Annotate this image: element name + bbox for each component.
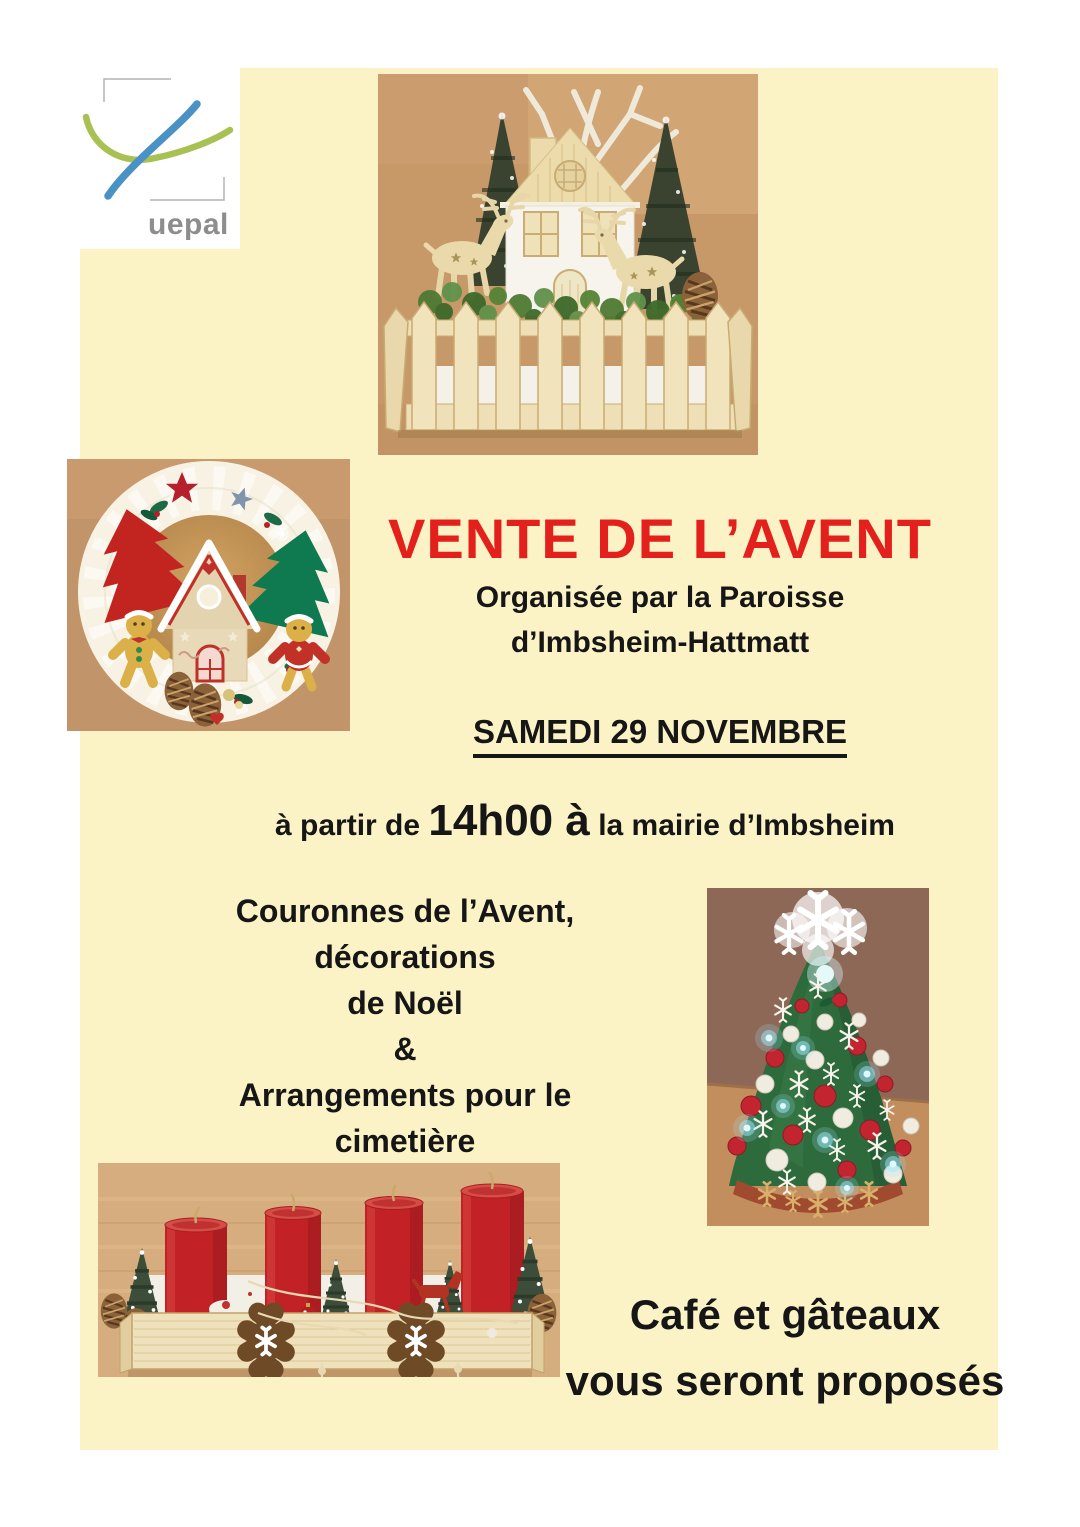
photo-wooden-house-decoration <box>378 74 758 455</box>
organizer-line2: d’Imbsheim-Hattmatt <box>510 626 810 659</box>
offering-line: Arrangements pour le <box>238 1077 572 1113</box>
footer-note <box>500 1282 1070 1414</box>
event-time-place: à partir de 14h00 à la mairie d’Imbsheim <box>275 796 895 845</box>
offering-line: décorations <box>314 939 496 975</box>
offerings-list <box>80 888 730 1164</box>
footer-line2: vous seront proposés <box>565 1357 1005 1404</box>
offering-line: & <box>393 1031 417 1067</box>
uepal-logo <box>80 68 240 249</box>
white-bead <box>487 1328 497 1338</box>
logo-brand-text: uepal <box>148 208 229 241</box>
event-date: SAMEDI 29 NOVEMBRE <box>330 713 990 751</box>
photo-felt-christmas-tree <box>707 888 929 1226</box>
offering-line: Couronnes de l’Avent, <box>235 893 575 929</box>
organizer-line1: Organisée par la Paroisse <box>475 581 845 614</box>
picket-fence-planter <box>384 302 752 438</box>
box-front <box>120 1312 544 1373</box>
offering-line: cimetière <box>334 1123 476 1159</box>
footer-line1: Café et gâteaux <box>629 1291 941 1338</box>
poster-title: VENTE DE L’AVENT <box>388 506 932 570</box>
event-time: 14h00 à <box>428 796 590 845</box>
photo-advent-candles <box>98 1163 560 1377</box>
offering-line: de Noël <box>347 985 463 1021</box>
candle-3 <box>365 1185 423 1323</box>
photo-advent-wreath <box>67 459 350 731</box>
